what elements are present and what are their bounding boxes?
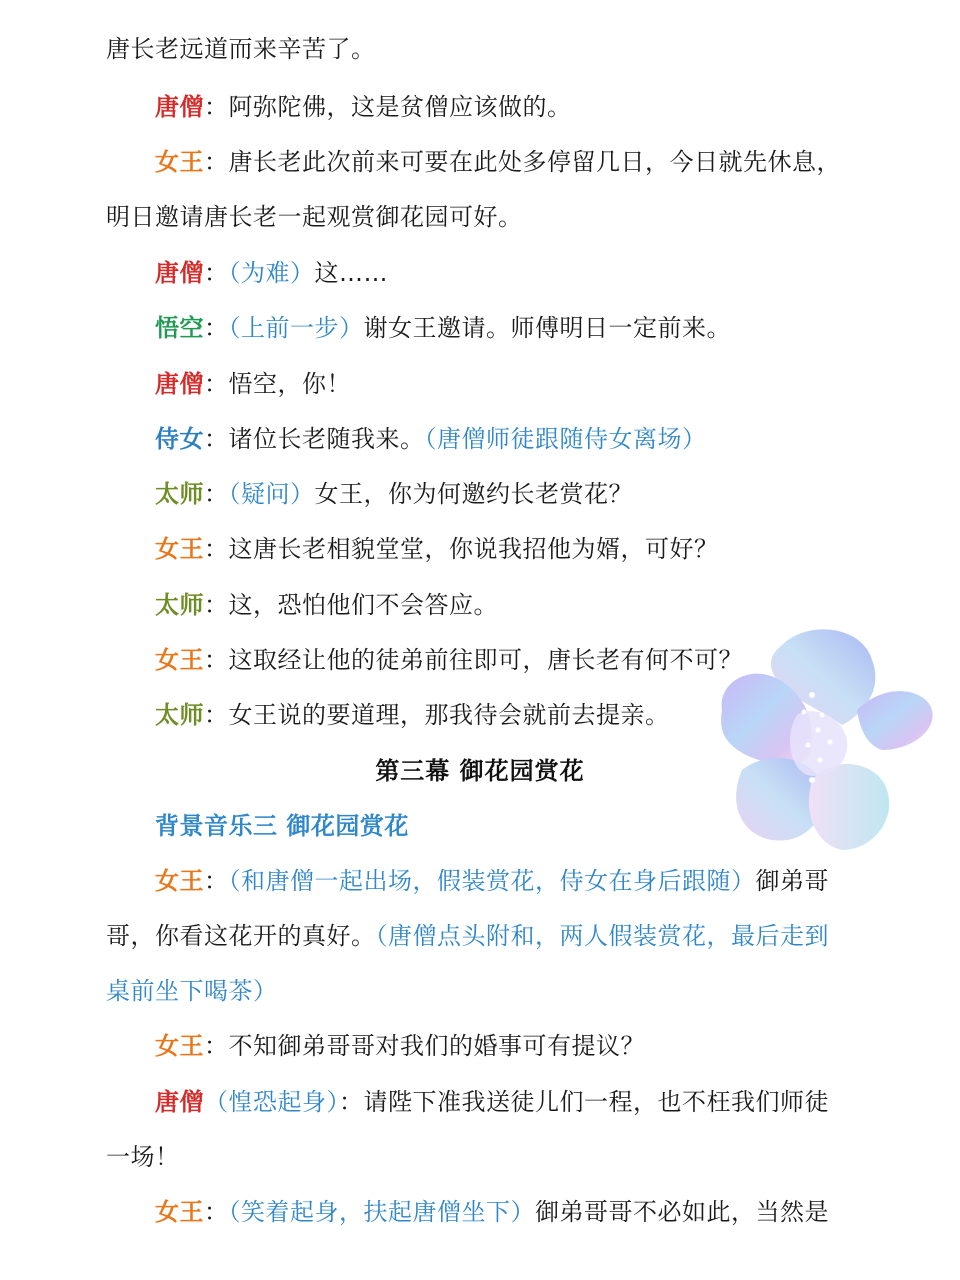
speaker-nvwang: 女王 [155, 535, 204, 563]
dialogue-line [155, 643, 743, 677]
dialogue-line [155, 864, 829, 898]
dialogue-line-continuation [106, 32, 376, 66]
dialogue-text: 御弟哥哥不必如此，当然是 [535, 1198, 829, 1226]
colon: ： [204, 867, 229, 895]
colon: ： [204, 646, 229, 674]
speaker-nvwang: 女王 [155, 148, 204, 176]
dialogue-line [155, 90, 572, 124]
stage-direction: （唐僧点头附和，两人假装赏花，最后走到 [375, 922, 829, 950]
dialogue-line [155, 1029, 645, 1063]
speaker-nvwang: 女王 [155, 1032, 204, 1060]
speaker-taishi: 太师 [155, 701, 204, 729]
speaker-tangseng: 唐僧 [155, 93, 204, 121]
colon: ： [204, 370, 229, 398]
speaker-taishi: 太师 [155, 480, 204, 508]
speaker-tangseng: 唐僧 [155, 370, 204, 398]
colon: ： [204, 701, 229, 729]
dialogue-line [155, 256, 388, 290]
dialogue-line [155, 422, 707, 456]
colon: ： [204, 1032, 229, 1060]
colon: ： [204, 1198, 229, 1226]
dialogue-line [155, 532, 719, 566]
dialogue-line [155, 367, 351, 401]
dialogue-text: 唐长老远道而来辛苦了。 [106, 35, 376, 63]
dialogue-text: 唐长老此次前来可要在此处多停留几日，今日就先休息， [228, 148, 841, 176]
stage-direction: 桌前坐下喝茶） [106, 977, 278, 1005]
act-heading: 第三幕 御花园赏花 [375, 757, 585, 785]
speaker-shinv: 侍女 [155, 425, 204, 453]
speaker-tangseng: 唐僧 [155, 259, 204, 287]
colon: ： [204, 535, 229, 563]
colon: ： [339, 1088, 364, 1116]
dialogue-line [155, 477, 633, 511]
dialogue-text: 悟空，你！ [228, 370, 351, 398]
dialogue-text: 这取经让他的徒弟前往即可，唐长老有何不可？ [228, 646, 743, 674]
dialogue-line [155, 1085, 829, 1119]
background-music-label: 背景音乐三 御花园赏花 [155, 812, 409, 840]
dialogue-text: 谢女王邀请。师傅明日一定前来。 [363, 314, 731, 342]
petal-shape [809, 764, 889, 850]
dialogue-text: 不知御弟哥哥对我们的婚事可有提议？ [228, 1032, 645, 1060]
stage-direction: （笑着起身，扶起唐僧坐下） [228, 1198, 535, 1226]
stage-direction: （为难） [228, 259, 315, 287]
stage-direction: （上前一步） [228, 314, 364, 342]
dialogue-text: 请陛下准我送徒儿们一程，也不枉我们师徒 [363, 1088, 829, 1116]
dialogue-line-continuation [106, 919, 829, 953]
dialogue-text: 女王，你为何邀约长老赏花？ [314, 480, 633, 508]
dialogue-line [155, 698, 670, 732]
dialogue-line [155, 1195, 829, 1229]
dialogue-line-continuation [106, 200, 523, 234]
stage-direction: （惶恐起身） [204, 1088, 339, 1116]
colon: ： [204, 314, 229, 342]
decorative-flower-icon [712, 620, 942, 860]
stage-direction: （唐僧师徒跟随侍女离场） [424, 425, 707, 453]
colon: ： [204, 259, 229, 287]
dialogue-text: 女王说的要道理，那我待会就前去提亲。 [228, 701, 670, 729]
dialogue-text: 一场！ [106, 1143, 180, 1171]
speaker-nvwang: 女王 [155, 867, 204, 895]
stage-direction: （和唐僧一起出场，假装赏花，侍女在身后跟随） [228, 867, 756, 895]
speaker-tangseng: 唐僧 [155, 1088, 204, 1116]
speaker-taishi: 太师 [155, 591, 204, 619]
colon: ： [204, 148, 229, 176]
speaker-wukong: 悟空 [155, 314, 204, 342]
dialogue-line-continuation [106, 974, 278, 1008]
dialogue-line [155, 588, 498, 622]
dialogue-text: 这…… [314, 259, 388, 287]
colon: ： [204, 591, 229, 619]
colon: ： [204, 480, 229, 508]
colon: ： [204, 425, 229, 453]
speaker-nvwang: 女王 [155, 1198, 204, 1226]
dialogue-text: 哥，你看这花开的真好。 [106, 922, 376, 950]
dialogue-line-continuation [106, 1140, 180, 1174]
dialogue-text: 阿弥陀佛，这是贫僧应该做的。 [228, 93, 572, 121]
dialogue-text: 这唐长老相貌堂堂，你说我招他为婿，可好？ [228, 535, 719, 563]
dialogue-text: 诸位长老随我来。 [228, 425, 425, 453]
colon: ： [204, 93, 229, 121]
stage-direction: （疑问） [228, 480, 315, 508]
speaker-nvwang: 女王 [155, 646, 204, 674]
dialogue-line [155, 311, 731, 345]
dialogue-text: 明日邀请唐长老一起观赏御花园可好。 [106, 203, 523, 231]
dialogue-text: 御弟哥 [755, 867, 829, 895]
dialogue-line [155, 145, 841, 179]
dialogue-text: 这，恐怕他们不会答应。 [228, 591, 498, 619]
